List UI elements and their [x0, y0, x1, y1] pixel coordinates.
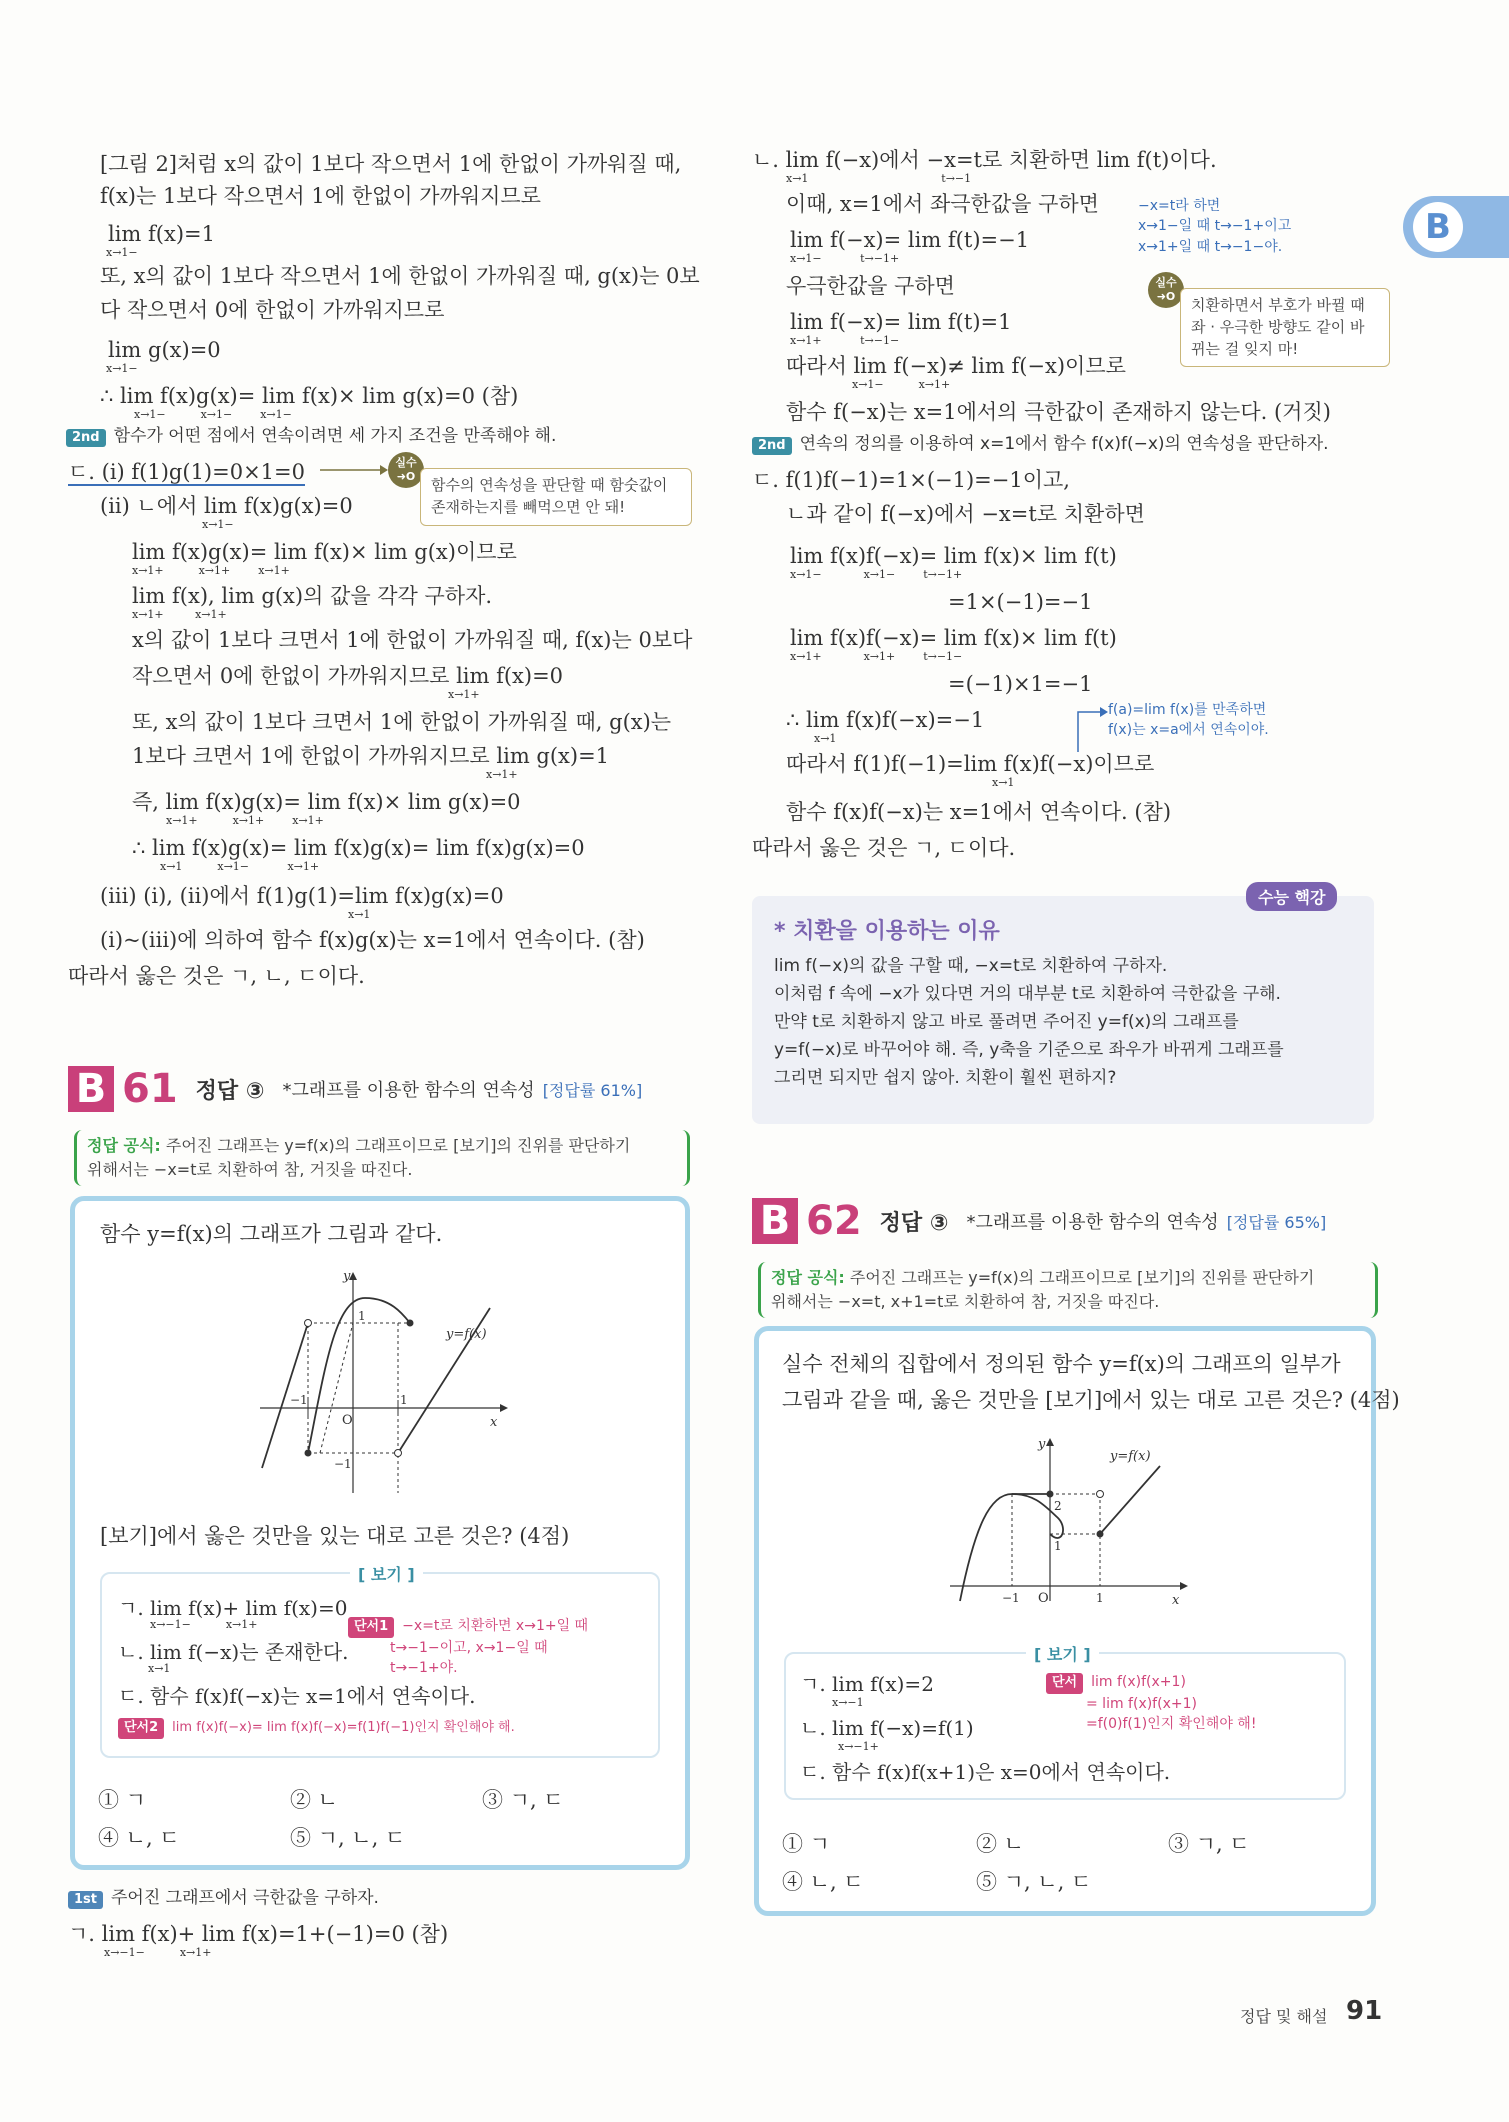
- math-sub: x→1: [992, 776, 1015, 789]
- topic-label: *그래프를 이용한 함수의 연속성: [966, 1212, 1219, 1233]
- tick-label: 1: [1096, 1591, 1104, 1605]
- note-line: 치환하면서 부호가 바뀔 때: [1191, 296, 1365, 314]
- math-line: 따라서 lim f(−x)≠ lim f(−x)이므로: [786, 354, 1126, 378]
- question-number: 62: [806, 1198, 862, 1244]
- bogi-item-text: ㄴ. lim f(−x)는 존재한다.: [118, 1640, 349, 1664]
- text-line: 이때, x=1에서 좌극한값을 구하면: [786, 192, 1099, 216]
- hint-line: f(a)=lim f(x)를 만족하면: [1108, 702, 1267, 718]
- answer-formula: [758, 1262, 1378, 1318]
- text-line: 다 작으면서 0에 한없이 가까워지므로: [100, 298, 445, 322]
- axis-label-y: y: [1038, 1437, 1046, 1452]
- math-sub: x→−1+: [838, 1740, 879, 1753]
- math-line: [68, 460, 305, 485]
- choice-4[interactable]: ④ ㄴ, ㄷ: [782, 1870, 864, 1894]
- bogi-title: [ 보기 ]: [350, 1562, 423, 1585]
- math-line: lim f(x)=1: [108, 222, 215, 246]
- answer-label: 정답 ③: [195, 1078, 265, 1104]
- curve-label: y=f(x): [1110, 1449, 1151, 1464]
- question-stem: 함수 y=f(x)의 그래프가 그림과 같다.: [100, 1222, 443, 1246]
- curve-label: y=f(x): [446, 1327, 487, 1342]
- math-line: ∴ lim f(x)g(x)= lim f(x)g(x)= lim f(x)g(x)=0: [132, 836, 585, 860]
- math-line: ㄱ. lim f(x)+ lim f(x)=1+(−1)=0 (참): [68, 1922, 449, 1946]
- axis-label-x: x: [1172, 1593, 1180, 1606]
- bogi-item: ㄷ. 함수 f(x)f(−x)는 x=1에서 연속이다.: [118, 1684, 476, 1708]
- answer-formula: [74, 1130, 690, 1186]
- math-sub: x→1− x→1− t→−1+: [790, 568, 963, 581]
- math-line: 따라서 f(1)f(−1)=lim f(x)f(−x)이므로: [786, 752, 1155, 776]
- bogi-title: [ 보기 ]: [1026, 1642, 1099, 1665]
- math-line: ∴ lim f(x)g(x)= lim f(x)× lim g(x)=0 (참): [100, 384, 519, 408]
- footer-label: 정답 및 해설: [1240, 2007, 1328, 2026]
- text-line: 1보다 크면서 1에 한없이 가까워지므로 lim g(x)=1: [132, 744, 610, 768]
- math-line: lim f(x), lim g(x)의 값을 각각 구하자.: [132, 584, 493, 608]
- tip-line: 만약 t로 치환하지 않고 바로 풀려면 주어진 y=f(x)의 그래프를: [774, 1012, 1239, 1033]
- math-sub: x→1− t→−1+: [790, 252, 900, 265]
- text-line: ㄴ과 같이 f(−x)에서 −x=t로 치환하면: [786, 502, 1145, 526]
- formula-text: 주어진 그래프는 y=f(x)의 그래프이므로 [보기]의 진위를 판단하기: [849, 1268, 1315, 1287]
- tick-label: 2: [1054, 1499, 1062, 1513]
- origin-label: O: [1038, 1591, 1049, 1606]
- answer-label: 정답 ③: [879, 1210, 949, 1236]
- math-line: lim f(−x)= lim f(t)=1: [790, 310, 1012, 334]
- bogi-item: ㄱ. lim f(x)=2: [800, 1672, 934, 1696]
- math-sub: x→1: [148, 1662, 171, 1675]
- math-sub: x→1+: [448, 688, 480, 701]
- question-stem: 그림과 같을 때, 옳은 것만을 [보기]에서 있는 대로 고른 것은? (4점): [782, 1388, 1400, 1412]
- math-line: (iii) (i), (ii)에서 f(1)g(1)=lim f(x)g(x)=0: [100, 884, 504, 908]
- page-number: 91: [1346, 1996, 1383, 2026]
- choice-5[interactable]: ⑤ ㄱ, ㄴ, ㄷ: [976, 1870, 1092, 1894]
- section-letter: B: [1413, 202, 1463, 252]
- math-sub: x→−1: [832, 1696, 864, 1709]
- hint-box: [1138, 196, 1291, 257]
- hint-line: =f(0)f(1)인지 확인해야 해!: [1086, 1716, 1257, 1733]
- hint-tag: 단서2: [118, 1718, 164, 1739]
- math-sub: x→1: [814, 732, 837, 745]
- note-line: 존재하는지를 빼먹으면 안 돼!: [431, 497, 626, 516]
- accuracy-rate: [정답률 65%]: [1226, 1212, 1327, 1232]
- hint-line: −x=t라 하면: [1138, 198, 1221, 214]
- step-text: 주어진 그래프에서 극한값을 구하자.: [111, 1888, 379, 1908]
- math-sub: x→−1− x→1+: [104, 1946, 212, 1959]
- math-sub: x→1+ x→1+ t→−1−: [790, 650, 963, 663]
- text-line: f(x)는 1보다 작으면서 1에 한없이 가까워지므로: [100, 184, 541, 208]
- hint-line: x→1+일 때 t→−1−야.: [1138, 238, 1283, 255]
- mistake-note: [420, 468, 692, 526]
- math-sub: x→1+ x→1+: [132, 608, 227, 621]
- math-line: ㄷ. f(1)f(−1)=1×(−1)=−1이고,: [752, 468, 1070, 492]
- hint-line: t→−1−이고, x→1−일 때: [390, 1639, 548, 1656]
- underlined-expr: ㄷ. (i) f(1)g(1)=0×1=0: [68, 460, 305, 484]
- math-line: lim f(x)g(x)= lim f(x)× lim g(x)이므로: [132, 540, 517, 564]
- mistake-badge: 실수 ➜O: [388, 452, 424, 488]
- tick-label: −1: [1002, 1591, 1020, 1605]
- question-box-62: [754, 1326, 1376, 1916]
- bogi-item: ㄴ. lim f(−x)=f(1): [800, 1716, 974, 1740]
- text-line: 따라서 옳은 것은 ㄱ, ㄷ이다.: [752, 836, 1016, 860]
- hint-1: [348, 1616, 588, 1678]
- hint-2: [118, 1718, 515, 1739]
- math-line: lim g(x)=0: [108, 338, 221, 362]
- bogi-item: [118, 1640, 349, 1664]
- math-sub: x→1+ t→−1−: [790, 334, 900, 347]
- note-line: 좌 · 우극한 방향도 같이 바: [1191, 317, 1365, 336]
- step-1st: [68, 1888, 379, 1909]
- text-line: (i)~(iii)에 의하여 함수 f(x)g(x)는 x=1에서 연속이다. (참): [100, 928, 645, 952]
- step-tag: 1st: [68, 1891, 103, 1909]
- hint: [1046, 1672, 1256, 1734]
- text-line: 작으면서 0에 한없이 가까워지므로 lim f(x)=0: [132, 664, 564, 688]
- continuity-hint: [1108, 700, 1269, 741]
- math-sub: x→1+ x→1+ x→1+: [132, 564, 290, 577]
- hint-tag: 단서: [1046, 1673, 1083, 1694]
- choice-5[interactable]: ⑤ ㄱ, ㄴ, ㄷ: [290, 1826, 406, 1850]
- text-line: x의 값이 1보다 크면서 1에 한없이 가까워질 때, f(x)는 0보다: [132, 628, 693, 652]
- text-line: 우극한값을 구하면: [786, 274, 955, 298]
- tip-line: 그리면 되지만 쉽지 않아. 치환이 훨씬 편하지?: [774, 1068, 1117, 1089]
- math-sub: x→1+: [486, 768, 518, 781]
- topic-label: *그래프를 이용한 함수의 연속성: [282, 1080, 535, 1101]
- note-line: 뀌는 걸 잊지 마!: [1191, 339, 1299, 358]
- step-text: 연속의 정의를 이용하여 x=1에서 함수 f(x)f(−x)의 연속성을 판단하자.: [799, 434, 1329, 454]
- math-sub: x→1 t→−1: [786, 172, 972, 185]
- tip-label: 수능 핵강: [1246, 882, 1337, 911]
- choice-4[interactable]: ④ ㄴ, ㄷ: [98, 1826, 180, 1850]
- hint-line: −x=t로 치환하면 x→1+일 때: [402, 1618, 589, 1634]
- tick-label: −1: [290, 1393, 308, 1407]
- math-line: lim f(−x)= lim f(t)=−1: [790, 228, 1030, 252]
- step-2nd: [752, 434, 1329, 455]
- hint-tag: 단서1: [348, 1617, 394, 1638]
- text-line: [그림 2]처럼 x의 값이 1보다 작으면서 1에 한없이 가까워질 때,: [100, 152, 682, 176]
- section-badge: B: [752, 1198, 798, 1244]
- math-sub: x→1: [348, 908, 371, 921]
- mistake-note: [1180, 288, 1390, 367]
- function-graph: [250, 1268, 510, 1498]
- question-stem: 실수 전체의 집합에서 정의된 함수 y=f(x)의 그래프의 일부가: [782, 1352, 1341, 1376]
- math-sub: x→1−: [106, 246, 138, 259]
- hint-line: lim f(x)f(−x)= lim f(x)f(−x)=f(1)f(−1)인지 확인해야 해.: [172, 1720, 515, 1735]
- hint-line: = lim f(x)f(x+1): [1086, 1695, 1197, 1712]
- tip-title: * 치환을 이용하는 이유: [774, 919, 1000, 944]
- math-sub: x→1+ x→1+ x→1+: [166, 814, 324, 827]
- math-line: ㄴ. lim f(−x)에서 −x=t로 치환하면 lim f(t)이다.: [752, 148, 1217, 172]
- math-line: lim f(x)f(−x)= lim f(x)× lim f(t): [790, 626, 1117, 650]
- choice-2[interactable]: ② ㄴ: [976, 1832, 1024, 1856]
- text-line: 또, x의 값이 1보다 크면서 1에 한없이 가까워질 때, g(x)는: [132, 710, 672, 734]
- tick-label: 1: [1054, 1539, 1062, 1553]
- choice-1[interactable]: ① ㄱ: [782, 1832, 830, 1856]
- arrow-icon: [320, 462, 390, 478]
- axis-label-x: x: [490, 1415, 498, 1430]
- hint-line: t→−1+야.: [390, 1660, 458, 1677]
- math-line: 즉, lim f(x)g(x)= lim f(x)× lim g(x)=0: [132, 790, 521, 814]
- formula-text: 위해서는 −x=t로 치환하여 참, 거짓을 따진다.: [87, 1160, 413, 1179]
- choice-3-correct[interactable]: ③ ㄱ, ㄷ: [482, 1788, 564, 1812]
- formula-label: 정답 공식:: [771, 1268, 845, 1287]
- formula-text: 주어진 그래프는 y=f(x)의 그래프이므로 [보기]의 진위를 판단하기: [165, 1136, 631, 1155]
- note-line: 함수의 연속성을 판단할 때 함숫값이: [431, 476, 668, 494]
- choice-2[interactable]: ② ㄴ: [290, 1788, 338, 1812]
- function-graph: [950, 1436, 1190, 1606]
- tip-body: [774, 952, 1284, 1092]
- section-badge: B: [68, 1066, 114, 1112]
- step-tag: 2nd: [752, 437, 792, 455]
- math-line: =(−1)×1=−1: [948, 672, 1093, 696]
- math-sub: x→1 x→1− x→1+: [160, 860, 320, 873]
- math-line: lim f(x)f(−x)= lim f(x)× lim f(t): [790, 544, 1117, 568]
- math-line: ∴ lim f(x)f(−x)=−1: [786, 708, 985, 732]
- formula-label: 정답 공식:: [87, 1136, 161, 1155]
- text-line: 함수 f(x)f(−x)는 x=1에서 연속이다. (참): [786, 800, 1172, 824]
- hint-line: f(x)는 x=a에서 연속이야.: [1108, 722, 1269, 739]
- math-line: (ii) ㄴ에서 lim f(x)g(x)=0: [100, 494, 353, 518]
- axis-label-y: y: [343, 1269, 351, 1284]
- math-line: =1×(−1)=−1: [948, 590, 1093, 614]
- bogi-item: ㄱ. lim f(x)+ lim f(x)=0: [118, 1596, 348, 1620]
- math-sub: x→1−: [202, 518, 234, 531]
- tip-line: lim f(−x)의 값을 구할 때, −x=t로 치환하여 구하자.: [774, 956, 1168, 976]
- question-number: 61: [122, 1066, 178, 1112]
- section-tab[interactable]: [1403, 196, 1509, 258]
- mistake-badge: 실수 ➜O: [1148, 272, 1184, 308]
- choice-1[interactable]: ① ㄱ: [98, 1788, 146, 1812]
- formula-text: 위해서는 −x=t, x+1=t로 치환하여 참, 거짓을 따진다.: [771, 1292, 1160, 1311]
- question-ask: [보기]에서 옳은 것만을 있는 대로 고른 것은? (4점): [100, 1524, 570, 1548]
- bogi-item: ㄷ. 함수 f(x)f(x+1)은 x=0에서 연속이다.: [800, 1760, 1171, 1784]
- step-text: 함수가 어떤 점에서 연속이려면 세 가지 조건을 만족해야 해.: [113, 426, 557, 446]
- hint-line: lim f(x)f(x+1): [1091, 1674, 1186, 1690]
- math-sub: x→1− x→1+: [852, 378, 951, 391]
- text-line: 함수 f(−x)는 x=1에서의 극한값이 존재하지 않는다. (거짓): [786, 400, 1331, 424]
- origin-label: O: [342, 1413, 353, 1428]
- math-sub: x→1− x→1− x→1−: [134, 408, 292, 421]
- text-line: 따라서 옳은 것은 ㄱ, ㄴ, ㄷ이다.: [68, 964, 365, 988]
- tip-line: y=f(−x)로 바꾸어야 해. 즉, y축을 기준으로 좌우가 바뀌게 그래프를: [774, 1040, 1284, 1061]
- arrow-icon: [1074, 704, 1108, 754]
- tick-label: 1: [400, 1393, 408, 1407]
- step-2nd: [66, 426, 556, 447]
- step-tag: 2nd: [66, 429, 106, 447]
- math-sub: x→−1− x→1+: [150, 1618, 258, 1631]
- text-line: 또, x의 값이 1보다 작으면서 1에 한없이 가까워질 때, g(x)는 0보: [100, 264, 700, 288]
- math-sub: x→1−: [106, 362, 138, 375]
- choice-3-correct[interactable]: ③ ㄱ, ㄷ: [1168, 1832, 1250, 1856]
- hint-line: x→1−일 때 t→−1+이고: [1138, 218, 1292, 235]
- question-header-62: [752, 1198, 1326, 1244]
- tip-line: 이처럼 f 속에 −x가 있다면 거의 대부분 t로 치환하여 극한값을 구해.: [774, 984, 1281, 1005]
- question-header-61: [68, 1066, 642, 1112]
- tick-label: 1: [358, 1309, 366, 1323]
- accuracy-rate: [정답률 61%]: [542, 1080, 643, 1100]
- tick-label: −1: [334, 1457, 352, 1471]
